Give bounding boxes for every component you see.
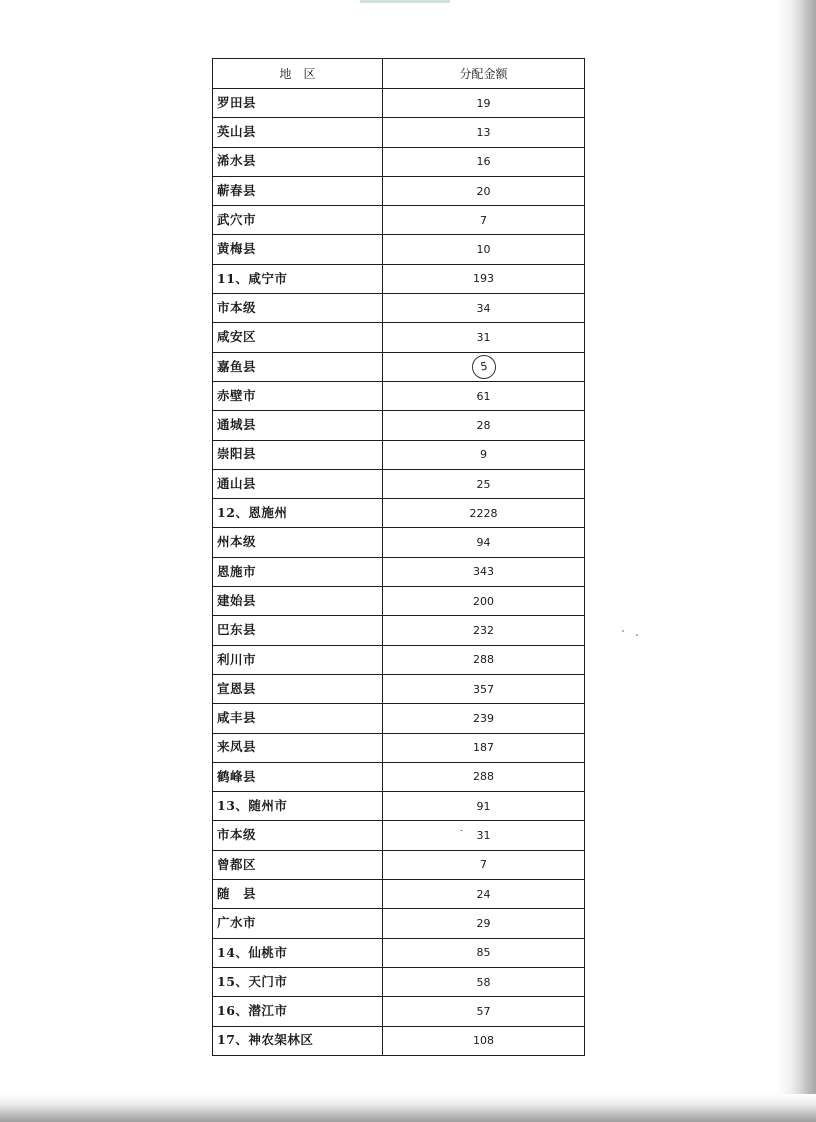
region-cell: 通城县 — [213, 411, 383, 440]
region-cell: 鹤峰县 — [213, 762, 383, 791]
region-cell: 建始县 — [213, 587, 383, 616]
region-cell: 17、神农架林区 — [213, 1026, 383, 1055]
region-cell: 曾都区 — [213, 850, 383, 879]
table-row — [213, 352, 585, 381]
table-row — [213, 381, 585, 410]
amount-cell: 25 — [383, 469, 585, 498]
region-cell: 利川市 — [213, 645, 383, 674]
region-cell: 崇阳县 — [213, 440, 383, 469]
amount-cell: 232 — [383, 616, 585, 645]
table-row — [213, 411, 585, 440]
amount-cell: 187 — [383, 733, 585, 762]
region-cell: 12、恩施州 — [213, 499, 383, 528]
amount-column-header: 分配金额 — [383, 59, 585, 89]
table-row — [213, 674, 585, 703]
table-header-row — [213, 59, 585, 89]
region-cell: 英山县 — [213, 118, 383, 147]
table-row — [213, 997, 585, 1026]
scan-mark-top — [360, 0, 450, 3]
table-row — [213, 704, 585, 733]
scan-edge-right — [776, 0, 816, 1122]
table-row — [213, 323, 585, 352]
table-row — [213, 294, 585, 323]
amount-cell: 29 — [383, 909, 585, 938]
table-row — [213, 528, 585, 557]
region-cell: 咸安区 — [213, 323, 383, 352]
amount-cell: 61 — [383, 381, 585, 410]
table-row — [213, 909, 585, 938]
amount-cell: 108 — [383, 1026, 585, 1055]
amount-cell: 13 — [383, 118, 585, 147]
region-cell: 巴东县 — [213, 616, 383, 645]
table-row — [213, 118, 585, 147]
amount-cell: 200 — [383, 587, 585, 616]
region-cell: 市本级 — [213, 294, 383, 323]
amount-cell — [383, 352, 585, 381]
table-row — [213, 264, 585, 293]
region-cell: 恩施市 — [213, 557, 383, 586]
amount-cell: 91 — [383, 792, 585, 821]
region-cell: 嘉鱼县 — [213, 352, 383, 381]
scan-dust-speck — [622, 630, 624, 632]
amount-cell: 10 — [383, 235, 585, 264]
amount-cell: 31 — [383, 323, 585, 352]
table-row — [213, 1026, 585, 1055]
table-row — [213, 762, 585, 791]
table-row — [213, 176, 585, 205]
table-row — [213, 938, 585, 967]
amount-cell: 31 — [383, 821, 585, 850]
region-cell: 来凤县 — [213, 733, 383, 762]
scan-dust-speck — [636, 634, 638, 636]
amount-cell: 58 — [383, 967, 585, 996]
amount-cell: 193 — [383, 264, 585, 293]
region-cell: 16、潜江市 — [213, 997, 383, 1026]
allocation-table — [212, 58, 585, 1056]
table-row — [213, 616, 585, 645]
table-row — [213, 792, 585, 821]
region-cell: 市本级 — [213, 821, 383, 850]
region-cell: 咸丰县 — [213, 704, 383, 733]
region-cell: 广水市 — [213, 909, 383, 938]
amount-cell: 357 — [383, 674, 585, 703]
table-row — [213, 557, 585, 586]
table-row — [213, 89, 585, 118]
allocation-table-container — [212, 58, 584, 1056]
amount-cell: 239 — [383, 704, 585, 733]
amount-cell: 7 — [383, 850, 585, 879]
region-cell: 赤壁市 — [213, 381, 383, 410]
region-cell: 随 县 — [213, 880, 383, 909]
table-row — [213, 469, 585, 498]
table-row — [213, 235, 585, 264]
amount-cell: 28 — [383, 411, 585, 440]
table-row — [213, 440, 585, 469]
amount-cell: 288 — [383, 645, 585, 674]
amount-cell: 9 — [383, 440, 585, 469]
amount-cell: 19 — [383, 89, 585, 118]
amount-cell: 85 — [383, 938, 585, 967]
region-cell: 罗田县 — [213, 89, 383, 118]
circled-amount: 5 — [470, 353, 497, 380]
table-row — [213, 587, 585, 616]
region-cell: 11、咸宁市 — [213, 264, 383, 293]
amount-cell: 16 — [383, 147, 585, 176]
region-cell: 蕲春县 — [213, 176, 383, 205]
amount-cell: 288 — [383, 762, 585, 791]
region-cell: 15、天门市 — [213, 967, 383, 996]
table-row — [213, 147, 585, 176]
region-column-header: 地 区 — [213, 59, 383, 89]
table-row — [213, 967, 585, 996]
region-cell: 宣恩县 — [213, 674, 383, 703]
table-row — [213, 880, 585, 909]
amount-cell: 57 — [383, 997, 585, 1026]
region-cell: 武穴市 — [213, 206, 383, 235]
table-body — [213, 89, 585, 1056]
amount-cell: 34 — [383, 294, 585, 323]
amount-cell: 2228 — [383, 499, 585, 528]
region-cell: 14、仙桃市 — [213, 938, 383, 967]
amount-cell: 24 — [383, 880, 585, 909]
table-row — [213, 821, 585, 850]
amount-cell: 94 — [383, 528, 585, 557]
table-row — [213, 733, 585, 762]
amount-cell: 343 — [383, 557, 585, 586]
scan-edge-bottom — [0, 1094, 816, 1122]
region-cell: 州本级 — [213, 528, 383, 557]
amount-cell: 7 — [383, 206, 585, 235]
region-cell: 浠水县 — [213, 147, 383, 176]
table-row — [213, 206, 585, 235]
table-row — [213, 499, 585, 528]
table-row — [213, 645, 585, 674]
amount-cell: 20 — [383, 176, 585, 205]
region-cell: 通山县 — [213, 469, 383, 498]
table-row — [213, 850, 585, 879]
region-cell: 13、随州市 — [213, 792, 383, 821]
region-cell: 黄梅县 — [213, 235, 383, 264]
